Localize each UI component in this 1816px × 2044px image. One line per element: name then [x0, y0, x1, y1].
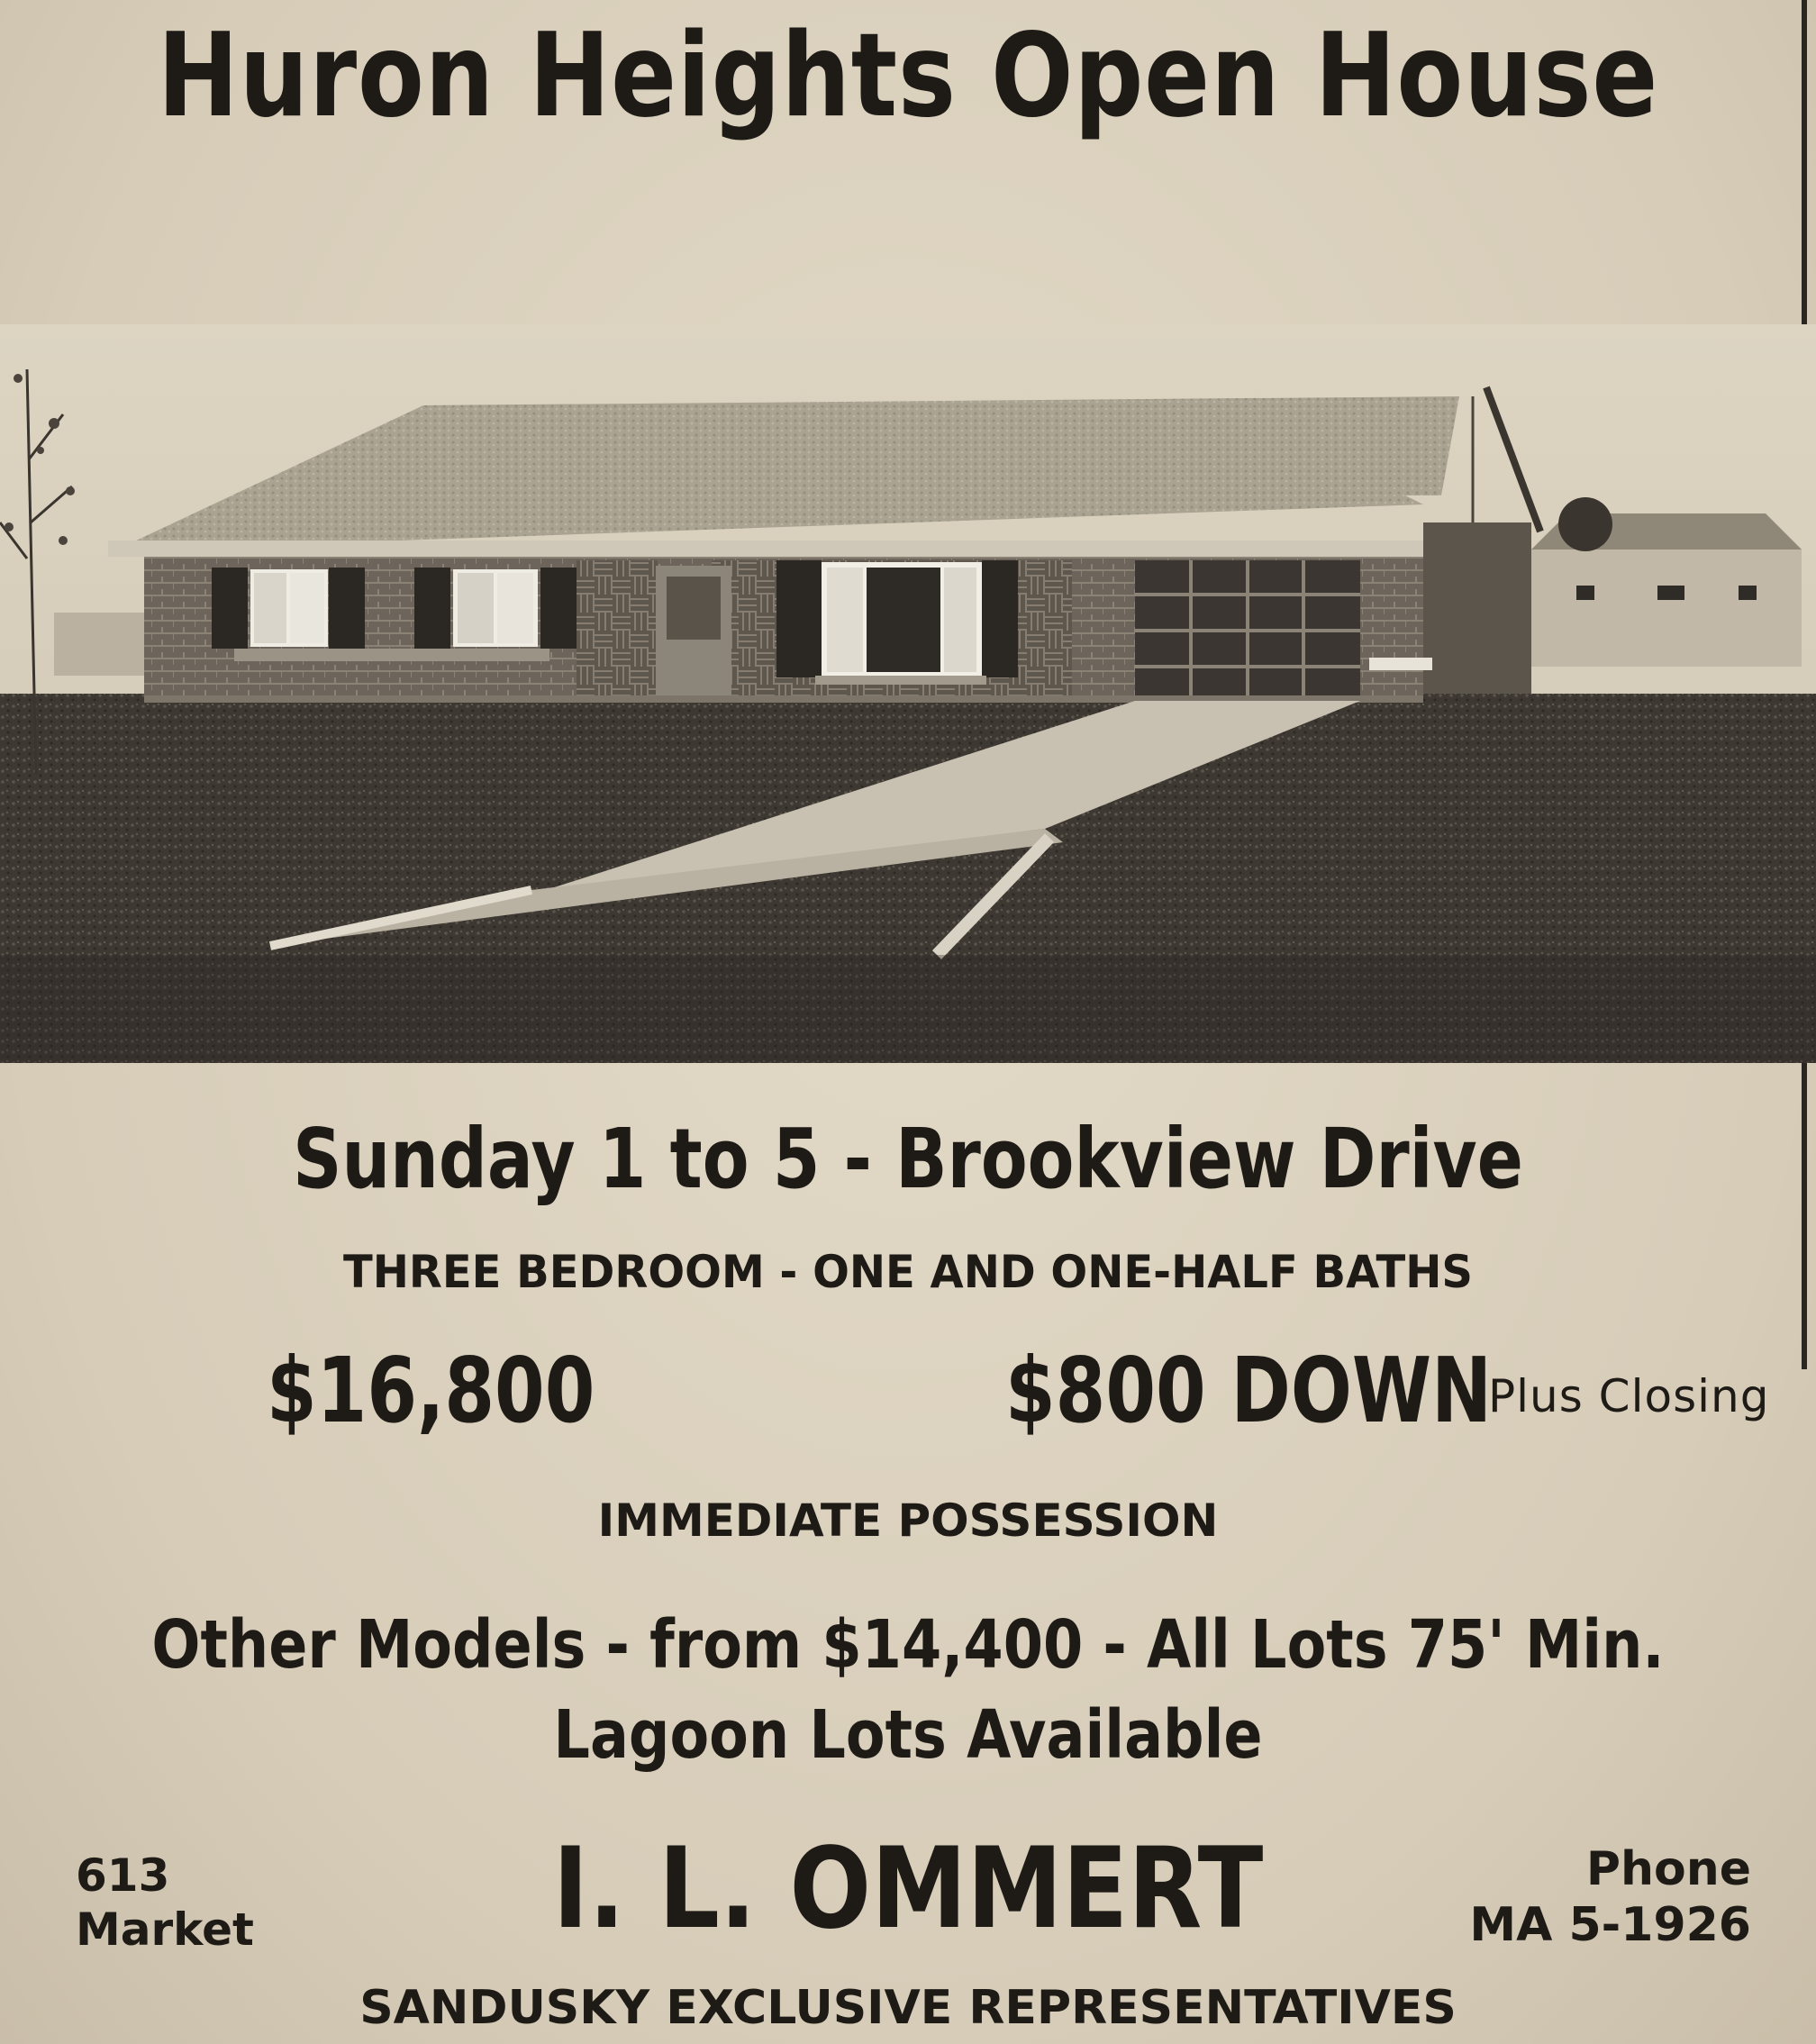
open-house-time-location: Sunday 1 to 5 - Brookview Drive: [293, 1111, 1523, 1207]
down-payment-note: Plus Closing: [1488, 1370, 1770, 1422]
representatives-line: SANDUSKY EXCLUSIVE REPRESENTATIVES: [359, 1981, 1457, 2035]
other-models-line: Other Models - from $14,400 - All Lots 75' Min.: [151, 1606, 1665, 1684]
agent-phone: [1469, 1841, 1751, 1953]
headline: Huron Heights Open House: [157, 9, 1659, 143]
lagoon-lots-line: Lagoon Lots Available: [553, 1696, 1263, 1774]
room-details: THREE BEDROOM - ONE AND ONE-HALF BATHS: [343, 1246, 1473, 1298]
address-line-2: Market: [76, 1903, 254, 1956]
address-line-1: 613: [76, 1849, 170, 1902]
agent-name: I. L. OMMERT: [552, 1824, 1264, 1954]
phone-label: Phone: [1585, 1842, 1751, 1896]
possession-note: IMMEDIATE POSSESSION: [597, 1494, 1219, 1547]
home-price: $16,800: [267, 1338, 595, 1443]
down-payment: $800 DOWN: [1005, 1338, 1493, 1443]
ranch-house-photo-icon: [0, 324, 1816, 1063]
phone-number: MA 5-1926: [1469, 1898, 1751, 1952]
house-photo: [0, 324, 1816, 1063]
